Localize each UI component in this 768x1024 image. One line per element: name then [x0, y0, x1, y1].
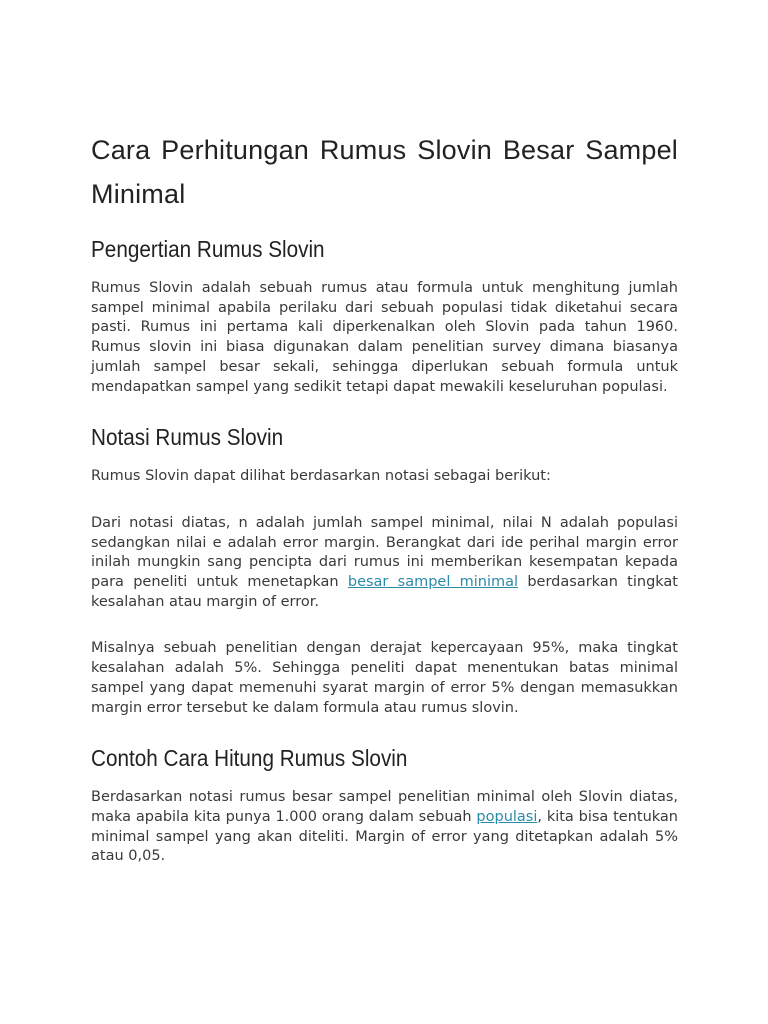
- paragraph-contoh: [91, 788, 678, 867]
- text-span: Berdasarkan notasi rumus besar sampel penelitian minimal oleh Slovin diatas, maka apabila kita punya 1.000 orang dalam sebuah: [91, 789, 678, 825]
- paragraph-notasi-explanation: [91, 514, 678, 613]
- section-pengertian: [91, 233, 678, 397]
- link-populasi[interactable]: populasi: [476, 808, 538, 825]
- section-contoh: [91, 742, 678, 867]
- section-heading-pengertian: Pengertian Rumus Slovin: [91, 236, 325, 262]
- text-span: , kita bisa tentukan minimal sampel yang akan diteliti. Margin of error yang ditetapkan adalah 5% atau 0,05.: [91, 808, 678, 865]
- paragraph-notasi-example: Misalnya sebuah penelitian dengan derajat kepercayaan 95%, maka tingkat kesalahan adalah 5%. Sehingga peneliti dapat menentukan batas minimal sampel yang dapat memenuhi syarat margin of error 5% dengan memasukkan margin error tersebut ke dalam formula atau rumus slovin.: [91, 640, 678, 716]
- link-besar-sampel-minimal[interactable]: besar sampel minimal: [347, 574, 519, 591]
- text-span: Dari notasi diatas, n adalah jumlah sampel minimal, nilai N adalah populasi sedangkan nilai e adalah error margin. Berangkat dari ide perihal margin error inilah mungkin sang pencipta dari rumus ini memberikan kesempatan kepada para peneliti untuk menetapkan: [91, 514, 678, 591]
- page-title: Cara Perhitungan Rumus Slovin Besar Sampel Minimal: [91, 135, 678, 209]
- text-span: berdasarkan tingkat kesalahan atau margin of error.: [91, 574, 678, 610]
- article: [91, 128, 678, 867]
- section-heading-notasi: Notasi Rumus Slovin: [91, 424, 284, 451]
- section-heading-contoh: Contoh Cara Hitung Rumus Slovin: [91, 745, 408, 772]
- section-notasi: [91, 421, 678, 718]
- paragraph-pengertian: Rumus Slovin adalah sebuah rumus atau formula untuk menghitung jumlah sampel minimal apabila perilaku dari sebuah populasi tidak diketahui secara pasti. Rumus ini pertama kali diperkenalkan oleh Slovin pada tahun 1960. Rumus slovin ini biasa digunakan dalam penelitian survey dimana biasanya jumlah sampel besar sekali, sehingga diperlukan sebuah formula untuk mendapatkan sampel yang sedikit tetapi dapat mewakili keseluruhan populasi.: [91, 280, 678, 395]
- paragraph-notasi-intro: Rumus Slovin dapat dilihat berdasarkan notasi sebagai berikut:: [91, 468, 551, 485]
